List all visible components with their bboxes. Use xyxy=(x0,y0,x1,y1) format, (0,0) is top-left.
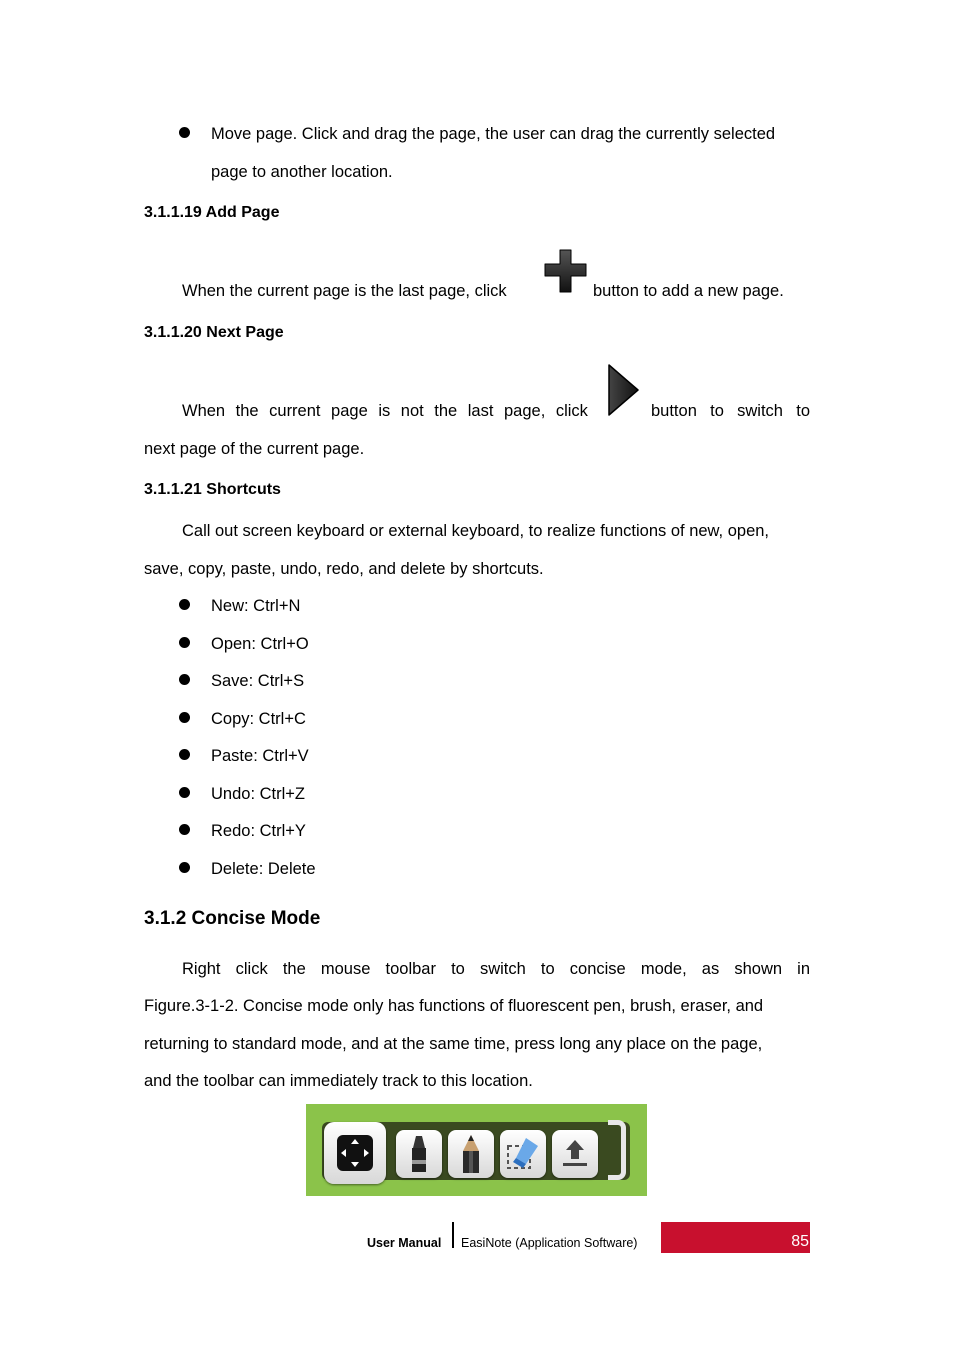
next-page-heading: 3.1.1.20 Next Page xyxy=(144,324,284,341)
shortcut-item: New: Ctrl+N xyxy=(211,597,301,615)
shortcut-item: Undo: Ctrl+Z xyxy=(211,784,305,803)
next-page-line1-after xyxy=(651,401,810,421)
concise-line3: returning to standard mode, and at the same time, press long any place on the page, xyxy=(144,1035,763,1053)
next-arrow-icon xyxy=(606,362,641,418)
intro-bullet-line1: Move page. Click and drag the page, the user can drag the currently selected xyxy=(211,125,776,143)
eraser-button xyxy=(500,1130,546,1178)
next-page-word: page, xyxy=(503,402,546,420)
bullet-dot xyxy=(179,127,190,138)
pencil-icon xyxy=(448,1130,494,1178)
next-page-word: When xyxy=(182,402,226,420)
next-page-line1 xyxy=(182,401,588,421)
concise-line1: Right click the mouse toolbar to switch to concise mode, as shown in xyxy=(182,960,810,978)
next-page-word: to xyxy=(796,402,810,420)
footer-software-label: EasiNote (Application Software) xyxy=(461,1236,638,1250)
bullet-dot xyxy=(179,749,190,760)
concise-heading: 3.1.2 Concise Mode xyxy=(144,908,321,929)
page-number-box xyxy=(661,1222,810,1253)
bullet-dot xyxy=(179,712,190,723)
shortcuts-heading: 3.1.1.21 Shortcuts xyxy=(144,481,281,498)
next-page-word: current xyxy=(269,402,321,420)
shortcut-item: Redo: Ctrl+Y xyxy=(211,822,306,840)
next-page-word: button xyxy=(651,402,697,420)
add-page-text-after: button to add a new page. xyxy=(593,282,784,300)
shortcuts-line2: save, copy, paste, undo, redo, and delete by shortcuts. xyxy=(144,560,544,578)
pencil-button xyxy=(448,1130,494,1178)
intro-bullet-line2: page to another location. xyxy=(211,163,393,181)
add-page-text-before: When the current page is the last page, click xyxy=(182,282,507,300)
next-page-word: is xyxy=(378,402,391,420)
add-page-heading: 3.1.1.19 Add Page xyxy=(144,204,280,221)
next-page-word: the xyxy=(434,402,458,420)
highlighter-button xyxy=(396,1130,442,1178)
concise-toolbar-figure xyxy=(306,1104,647,1196)
bullet-dot xyxy=(179,599,190,610)
bullet-dot xyxy=(179,787,190,798)
concise-line2: Figure.3-1-2. Concise mode only has functions of fluorescent pen, brush, eraser, and xyxy=(144,997,764,1015)
concise-line4: and the toolbar can immediately track to this location. xyxy=(144,1072,533,1090)
shortcut-item: Save: Ctrl+S xyxy=(211,672,305,690)
highlighter-icon xyxy=(396,1130,442,1178)
bullet-dot xyxy=(179,824,190,835)
page-number: 85 xyxy=(791,1233,809,1250)
bullet-dot xyxy=(179,637,190,648)
eraser-icon xyxy=(500,1130,546,1178)
next-page-word: last xyxy=(467,402,494,420)
shortcut-item: Open: Ctrl+O xyxy=(211,634,309,653)
next-page-word: not xyxy=(400,402,424,420)
next-page-word: to xyxy=(710,402,724,420)
shortcut-item: Paste: Ctrl+V xyxy=(211,747,309,765)
bullet-dot xyxy=(179,674,190,685)
footer-divider xyxy=(452,1222,454,1248)
next-page-word: the xyxy=(235,402,259,420)
next-page-word: click xyxy=(555,402,588,420)
next-page-word: page xyxy=(331,402,368,420)
toolbar-handle xyxy=(608,1120,626,1180)
bullet-dot xyxy=(179,862,190,873)
footer-manual-label: User Manual xyxy=(367,1236,442,1250)
move-icon xyxy=(324,1122,386,1184)
upload-icon xyxy=(552,1130,598,1178)
next-page-word: switch xyxy=(737,402,783,420)
standard-mode-button xyxy=(552,1130,598,1178)
move-button xyxy=(324,1122,386,1184)
shortcuts-line1: Call out screen keyboard or external keyboard, to realize functions of new, open, xyxy=(182,522,770,540)
next-page-line2: next page of the current page. xyxy=(144,440,365,458)
plus-icon xyxy=(542,247,589,295)
shortcut-item: Delete: Delete xyxy=(211,859,316,878)
shortcut-item: Copy: Ctrl+C xyxy=(211,709,306,728)
